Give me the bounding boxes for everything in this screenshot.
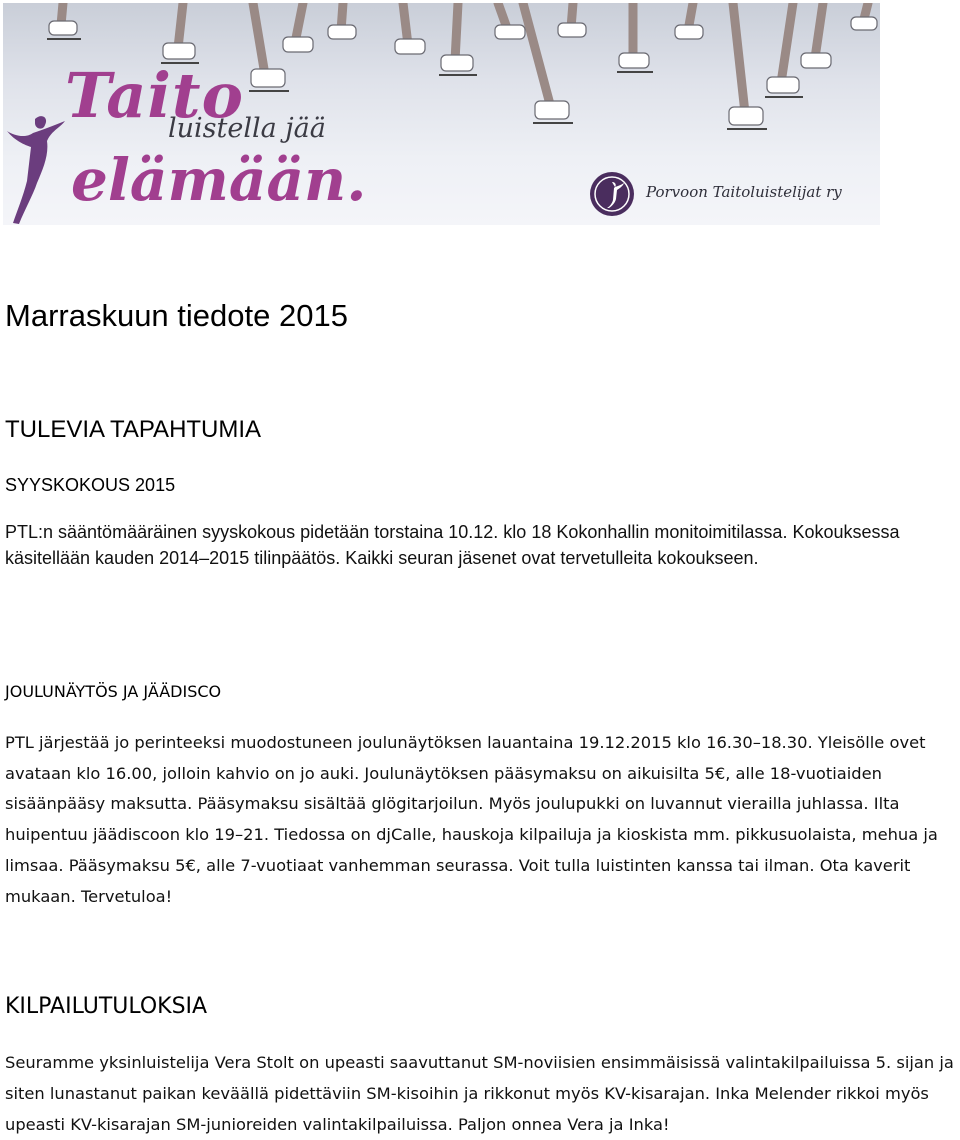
club-emblem-icon <box>588 170 636 218</box>
results-text: Seuramme yksinluistelija Vera Stolt on upeasti saavuttanut SM-noviisien ensimmäisissä valintakilpailuissa 5. sijan ja siten lunastanut paikan keväällä pidettäviin SM-kisoihin ja rikkonut myös KV-kisarajan. Inka Melender rikkoi myös upeasti KV-kisarajan SM-junioreiden valintakilpailuissa. Paljon onnea Vera ja Inka! <box>5 1053 954 1134</box>
event-text-joulunaytos: PTL järjestää jo perinteeksi muodostuneen joulunäytöksen lauantaina 19.12.2015 klo 16.30–18.30. Yleisölle ovet avataan klo 16.00, jolloin kahvio on jo auki. Joulunäytöksen pääsymaksu on aikuisilta 5€, alle 18-vuotiaiden sisäänpääsy maksutta. Pääsymaksu sisältää glögitarjoilun. Myös joulupukki on luvannut vierailla juhlassa. Ilta huipentuu jäädiscoon klo 19–21. Tiedossa on djCalle, hauskoja kilpailuja ja kioskista mm. pikkusuolaista, mehua ja limsaa. Pääsymaksu 5€, alle 7-vuotiaat vanhemman seurassa. Voit tulla luistinten kanssa tai ilman. Ota kaverit mukaan. Tervetuloa! <box>5 733 938 906</box>
event-heading-joulunaytos: JOULUNÄYTÖS JA JÄÄDISCO <box>5 682 222 701</box>
logo-elamaan-text: elämään. <box>71 146 367 214</box>
logo-luistella-text: luistella jää <box>168 113 326 144</box>
section-heading-results: KILPAILUTULOKSIA <box>5 994 208 1019</box>
club-name-text: Porvoon Taitoluistelijat ry <box>646 183 842 201</box>
event-text-syyskokous: PTL:n sääntömääräinen syyskokous pidetään torstaina 10.12. klo 18 Kokonhallin monitoimitilassa. Kokouksessa käsitellään kauden 2014–2015 tilinpäätös. Kaikki seuran jäsenet ovat tervetulleita kokoukseen. <box>5 522 900 568</box>
event-heading-syyskokous: SYYSKOKOUS 2015 <box>5 475 176 495</box>
skater-silhouette-icon <box>5 111 67 225</box>
header-banner <box>3 3 880 225</box>
logo-taito-text: Taito <box>65 59 244 132</box>
page-title: Marraskuun tiedote 2015 <box>5 298 348 333</box>
section-heading-events: TULEVIA TAPAHTUMIA <box>5 416 262 443</box>
